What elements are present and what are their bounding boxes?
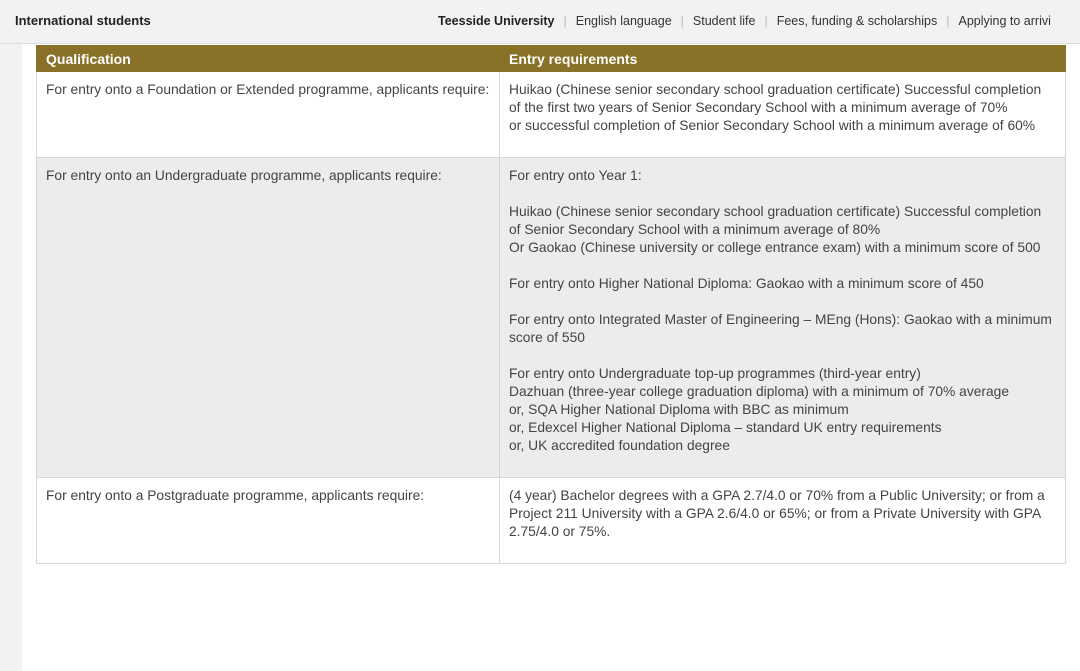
requirement-block bbox=[509, 311, 1056, 347]
requirement-block bbox=[509, 365, 1056, 455]
entry-requirements-table bbox=[36, 45, 1066, 564]
requirements-cell bbox=[500, 478, 1066, 564]
qualification-cell: For entry onto a Postgraduate programme, applicants require: bbox=[37, 478, 500, 564]
nav-separator: | bbox=[764, 14, 768, 28]
requirement-line: Huikao (Chinese senior secondary school graduation certificate) Successful completion of the first two years of Senior Secondary School with a minimum average of 70% bbox=[509, 82, 1042, 115]
requirement-block bbox=[509, 275, 1056, 293]
top-navigation-bar bbox=[0, 0, 1080, 44]
nav-separator: | bbox=[680, 14, 684, 28]
column-header-qualification: Qualification bbox=[37, 46, 500, 72]
nav-separator: | bbox=[563, 14, 567, 28]
requirements-cell bbox=[500, 158, 1066, 478]
nav-link-teesside-university[interactable]: Teesside University bbox=[438, 14, 555, 28]
requirement-block bbox=[509, 203, 1056, 257]
requirement-line: Huikao (Chinese senior secondary school graduation certificate) Successful completion of Senior Secondary School with a minimum average of 80% bbox=[509, 204, 1042, 237]
requirement-block bbox=[509, 487, 1056, 541]
requirement-block bbox=[509, 167, 1056, 185]
qualification-cell: For entry onto an Undergraduate programme, applicants require: bbox=[37, 158, 500, 478]
requirement-line: or, UK accredited foundation degree bbox=[509, 438, 730, 453]
requirement-block bbox=[509, 81, 1056, 135]
site-title[interactable]: International students bbox=[15, 13, 151, 28]
table-row bbox=[37, 72, 1066, 158]
requirement-line: (4 year) Bachelor degrees with a GPA 2.7/4.0 or 70% from a Public University; or from a Project 211 University with a GPA 2.6/4.0 or 65%; or from a Private University with GPA 2.75/4.0 or 75%. bbox=[509, 488, 1045, 539]
requirement-line: For entry onto Year 1: bbox=[509, 168, 642, 183]
requirement-line: or, Edexcel Higher National Diploma – standard UK entry requirements bbox=[509, 420, 942, 435]
column-header-entry-requirements: Entry requirements bbox=[500, 46, 1066, 72]
nav-link-english-language[interactable]: English language bbox=[575, 14, 672, 28]
table-header-row bbox=[37, 46, 1066, 72]
table-row bbox=[37, 478, 1066, 564]
nav-link-student-life[interactable]: Student life bbox=[692, 14, 756, 28]
section-nav bbox=[438, 14, 1051, 28]
nav-link-applying-to-arriving[interactable]: Applying to arrivi bbox=[958, 14, 1051, 28]
requirement-line: Dazhuan (three-year college graduation diploma) with a minimum of 70% average bbox=[509, 384, 1010, 399]
requirement-line: For entry onto Undergraduate top-up programmes (third-year entry) bbox=[509, 366, 921, 381]
table-row bbox=[37, 158, 1066, 478]
main-content bbox=[22, 44, 1080, 671]
requirement-line: Or Gaokao (Chinese university or college entrance exam) with a minimum score of 500 bbox=[509, 240, 1041, 255]
requirement-line: or successful completion of Senior Secondary School with a minimum average of 60% bbox=[509, 118, 1036, 133]
qualification-cell: For entry onto a Foundation or Extended programme, applicants require: bbox=[37, 72, 500, 158]
requirement-line: or, SQA Higher National Diploma with BBC as minimum bbox=[509, 402, 849, 417]
nav-separator: | bbox=[946, 14, 950, 28]
requirement-line: For entry onto Integrated Master of Engineering – MEng (Hons): Gaokao with a minimum score of 550 bbox=[509, 312, 1052, 345]
requirements-cell bbox=[500, 72, 1066, 158]
nav-link-fees-funding-scholarships[interactable]: Fees, funding & scholarships bbox=[776, 14, 938, 28]
requirement-line: For entry onto Higher National Diploma: Gaokao with a minimum score of 450 bbox=[509, 276, 984, 291]
